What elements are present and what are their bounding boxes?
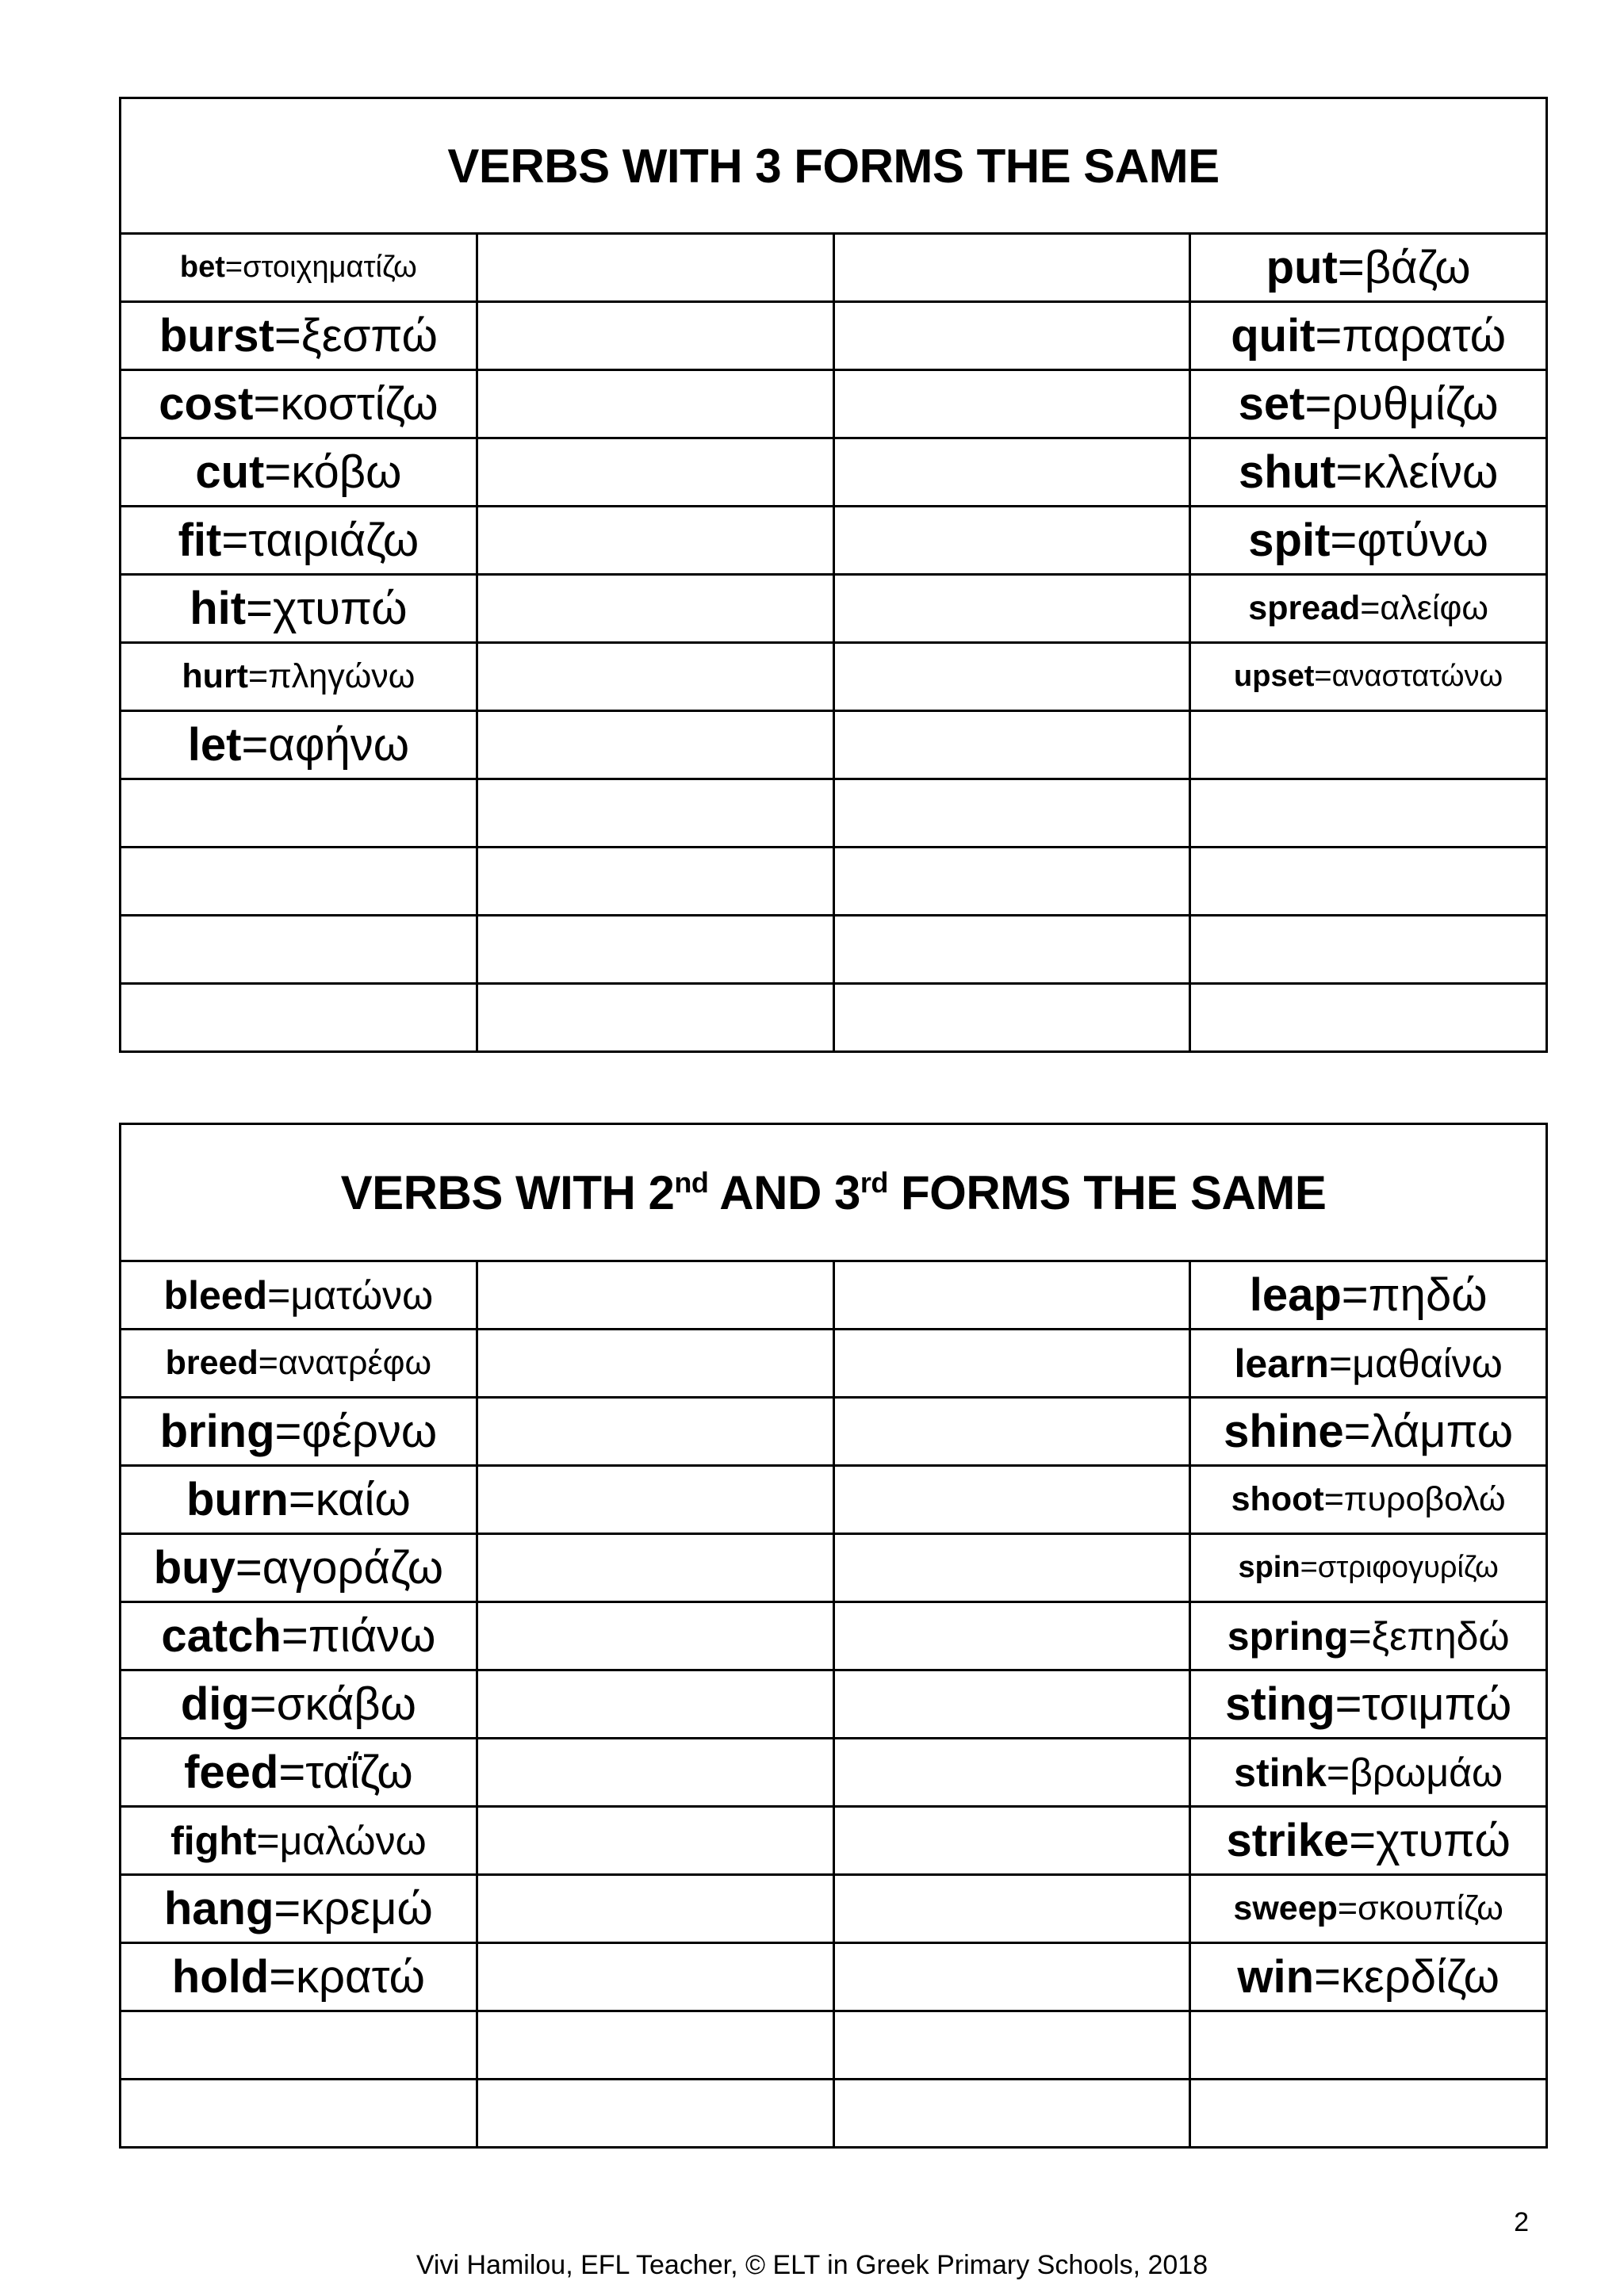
table-row bbox=[121, 779, 1547, 848]
verb-cell: hurt=πληγώνω bbox=[121, 643, 477, 711]
table-row bbox=[121, 575, 1547, 643]
blank-cell bbox=[833, 370, 1190, 438]
verb-cell: win=κερδίζω bbox=[1190, 1943, 1547, 2011]
table-row bbox=[121, 643, 1547, 711]
table-row bbox=[121, 1739, 1547, 1807]
blank-cell bbox=[833, 1398, 1190, 1466]
table-row bbox=[121, 984, 1547, 1052]
verb-cell: shine=λάμπω bbox=[1190, 1398, 1547, 1466]
blank-cell bbox=[833, 1330, 1190, 1398]
verb-cell: set=ρυθμίζω bbox=[1190, 370, 1547, 438]
blank-cell bbox=[833, 2080, 1190, 2148]
blank-cell bbox=[477, 2080, 833, 2148]
table-row bbox=[121, 1261, 1547, 1330]
verb-cell: spit=φτύνω bbox=[1190, 507, 1547, 575]
table-row bbox=[121, 1602, 1547, 1670]
verb-cell: feed=ταΐζω bbox=[121, 1739, 477, 1807]
blank-cell bbox=[1190, 916, 1547, 984]
blank-cell bbox=[477, 1875, 833, 1943]
verb-cell: spin=στριφογυρίζω bbox=[1190, 1534, 1547, 1602]
blank-cell bbox=[477, 507, 833, 575]
blank-cell bbox=[833, 1943, 1190, 2011]
verb-cell: shoot=πυροβολώ bbox=[1190, 1466, 1547, 1534]
blank-cell bbox=[477, 711, 833, 779]
verb-cell: shut=κλείνω bbox=[1190, 438, 1547, 507]
blank-cell bbox=[477, 1670, 833, 1739]
blank-cell bbox=[121, 2011, 477, 2080]
blank-cell bbox=[477, 984, 833, 1052]
verbs-table-3-forms-same bbox=[119, 97, 1548, 1053]
blank-cell bbox=[477, 1534, 833, 1602]
blank-cell bbox=[121, 2080, 477, 2148]
blank-cell bbox=[477, 2011, 833, 2080]
blank-cell bbox=[477, 1398, 833, 1466]
verb-cell: sweep=σκουπίζω bbox=[1190, 1875, 1547, 1943]
verbs-table-2nd-3rd-forms-same bbox=[119, 1123, 1548, 2149]
blank-cell bbox=[477, 643, 833, 711]
blank-cell bbox=[833, 1261, 1190, 1330]
blank-cell bbox=[1190, 2011, 1547, 2080]
verb-cell: burn=καίω bbox=[121, 1466, 477, 1534]
blank-cell bbox=[121, 779, 477, 848]
verb-cell: leap=πηδώ bbox=[1190, 1261, 1547, 1330]
verb-cell: cut=κόβω bbox=[121, 438, 477, 507]
blank-cell bbox=[833, 2011, 1190, 2080]
table-row bbox=[121, 848, 1547, 916]
verb-cell: sting=τσιμπώ bbox=[1190, 1670, 1547, 1739]
blank-cell bbox=[121, 916, 477, 984]
blank-cell bbox=[833, 779, 1190, 848]
verb-cell: strike=χτυπώ bbox=[1190, 1807, 1547, 1875]
table-row bbox=[121, 1398, 1547, 1466]
blank-cell bbox=[833, 1875, 1190, 1943]
page-number: 2 bbox=[1514, 2207, 1529, 2237]
blank-cell bbox=[477, 302, 833, 370]
table-row bbox=[121, 2080, 1547, 2148]
verb-cell: burst=ξεσπώ bbox=[121, 302, 477, 370]
blank-cell bbox=[833, 711, 1190, 779]
table-row bbox=[121, 370, 1547, 438]
blank-cell bbox=[477, 1261, 833, 1330]
blank-cell bbox=[121, 984, 477, 1052]
blank-cell bbox=[121, 848, 477, 916]
table-row bbox=[121, 1875, 1547, 1943]
blank-cell bbox=[833, 438, 1190, 507]
verb-cell: bring=φέρνω bbox=[121, 1398, 477, 1466]
table-row bbox=[121, 1534, 1547, 1602]
blank-cell bbox=[477, 1466, 833, 1534]
verb-cell: bleed=ματώνω bbox=[121, 1261, 477, 1330]
blank-cell bbox=[1190, 711, 1547, 779]
verb-cell: let=αφήνω bbox=[121, 711, 477, 779]
blank-cell bbox=[477, 1602, 833, 1670]
table-row bbox=[121, 1466, 1547, 1534]
blank-cell bbox=[1190, 984, 1547, 1052]
blank-cell bbox=[477, 438, 833, 507]
blank-cell bbox=[833, 1739, 1190, 1807]
verb-cell: spring=ξεπηδώ bbox=[1190, 1602, 1547, 1670]
table-row bbox=[121, 1670, 1547, 1739]
verb-cell: spread=αλείφω bbox=[1190, 575, 1547, 643]
blank-cell bbox=[833, 984, 1190, 1052]
blank-cell bbox=[477, 1943, 833, 2011]
table-row bbox=[121, 1943, 1547, 2011]
blank-cell bbox=[477, 1807, 833, 1875]
blank-cell bbox=[1190, 779, 1547, 848]
blank-cell bbox=[833, 234, 1190, 302]
blank-cell bbox=[833, 643, 1190, 711]
blank-cell bbox=[477, 848, 833, 916]
verb-cell: upset=αναστατώνω bbox=[1190, 643, 1547, 711]
table-row bbox=[121, 507, 1547, 575]
table-row bbox=[121, 1330, 1547, 1398]
blank-cell bbox=[833, 1534, 1190, 1602]
blank-cell bbox=[833, 507, 1190, 575]
verb-cell: hang=κρεμώ bbox=[121, 1875, 477, 1943]
blank-cell bbox=[833, 1466, 1190, 1534]
blank-cell bbox=[833, 848, 1190, 916]
verb-cell: fight=μαλώνω bbox=[121, 1807, 477, 1875]
blank-cell bbox=[477, 916, 833, 984]
blank-cell bbox=[833, 302, 1190, 370]
verb-cell: breed=ανατρέφω bbox=[121, 1330, 477, 1398]
verb-cell: dig=σκάβω bbox=[121, 1670, 477, 1739]
blank-cell bbox=[833, 575, 1190, 643]
table-row bbox=[121, 711, 1547, 779]
verb-cell: fit=ταιριάζω bbox=[121, 507, 477, 575]
blank-cell bbox=[833, 916, 1190, 984]
verb-cell: buy=αγοράζω bbox=[121, 1534, 477, 1602]
blank-cell bbox=[477, 234, 833, 302]
blank-cell bbox=[1190, 848, 1547, 916]
footer: Vivi Hamilou, EFL Teacher, © ELT in Greek Primary Schools, 2018 bbox=[416, 2250, 1208, 2280]
blank-cell bbox=[477, 1330, 833, 1398]
verb-cell: cost=κοστίζω bbox=[121, 370, 477, 438]
blank-cell bbox=[477, 1739, 833, 1807]
blank-cell bbox=[477, 370, 833, 438]
table-row bbox=[121, 2011, 1547, 2080]
blank-cell bbox=[833, 1602, 1190, 1670]
verb-cell: stink=βρωμάω bbox=[1190, 1739, 1547, 1807]
table-row bbox=[121, 302, 1547, 370]
table-row bbox=[121, 438, 1547, 507]
table-title: VERBS WITH 2nd AND 3rd FORMS THE SAME bbox=[121, 1124, 1547, 1261]
table-row bbox=[121, 916, 1547, 984]
verb-cell: bet=στοιχηματίζω bbox=[121, 234, 477, 302]
blank-cell bbox=[477, 779, 833, 848]
blank-cell bbox=[1190, 2080, 1547, 2148]
table-row bbox=[121, 234, 1547, 302]
blank-cell bbox=[833, 1807, 1190, 1875]
verb-cell: put=βάζω bbox=[1190, 234, 1547, 302]
blank-cell bbox=[477, 575, 833, 643]
verb-cell: quit=παρατώ bbox=[1190, 302, 1547, 370]
verb-cell: hold=κρατώ bbox=[121, 1943, 477, 2011]
blank-cell bbox=[833, 1670, 1190, 1739]
verb-cell: learn=μαθαίνω bbox=[1190, 1330, 1547, 1398]
table-title: VERBS WITH 3 FORMS THE SAME bbox=[121, 98, 1547, 234]
table-row bbox=[121, 1807, 1547, 1875]
verb-cell: hit=χτυπώ bbox=[121, 575, 477, 643]
verb-cell: catch=πιάνω bbox=[121, 1602, 477, 1670]
